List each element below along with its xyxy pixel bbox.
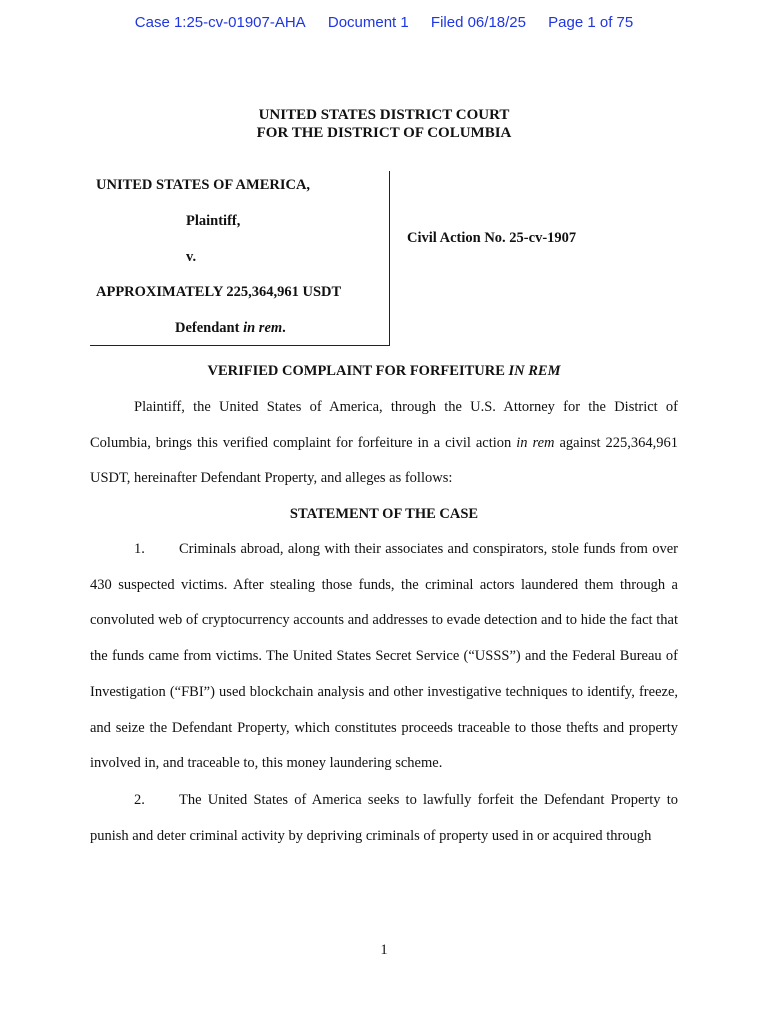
intro-text-2: against 225,364,961 USDT, hereinafter Defendant Property, and alleges as follows: xyxy=(90,434,679,487)
paragraph-number: 2. xyxy=(134,792,145,808)
defendant-label-italic: in rem xyxy=(243,320,283,336)
defendant-label xyxy=(175,320,286,337)
filing-header xyxy=(0,14,768,31)
paragraph-text: The United States of America seeks to lawfully forfeit the Defendant Property to punish and deter criminal activity by depriving criminals of property used in or acquired through xyxy=(90,792,678,844)
intro-paragraph xyxy=(90,390,678,497)
paragraph-number: 1. xyxy=(134,541,145,557)
document-title-text: VERIFIED COMPLAINT FOR FORFEITURE xyxy=(207,363,509,379)
court-line-2: FOR THE DISTRICT OF COLUMBIA xyxy=(256,125,512,141)
numbered-paragraph xyxy=(90,783,678,854)
case-caption-parties xyxy=(90,171,390,346)
court-line-1: UNITED STATES DISTRICT COURT xyxy=(258,107,510,123)
section-heading: STATEMENT OF THE CASE xyxy=(289,506,479,522)
plaintiff-label: Plaintiff, xyxy=(186,213,241,229)
paragraph-text: Criminals abroad, along with their associates and conspirators, stole funds from over 430 suspected victims. After stealing those funds, the criminal actors laundered them through a convoluted web of cryptocurrency accounts and addresses to evade detection and to hide the fact that the funds came from victims. The United States Secret Service (“USSS”) and the Federal Bureau of Investigation (“FBI”) used blockchain analysis and other investigative techniques to identify, freeze, and seize the Defendant Property, which constitutes proceeds traceable to those thefts and property involved in, and traceable to, this money laundering scheme. xyxy=(90,541,678,772)
defendant-label-end: . xyxy=(282,320,286,336)
versus: v. xyxy=(186,249,197,265)
numbered-paragraph xyxy=(90,532,678,782)
filed-date: Filed 06/18/25 xyxy=(430,14,526,31)
civil-action-number: Civil Action No. 25-cv-1907 xyxy=(407,230,577,246)
plaintiff-name: UNITED STATES OF AMERICA, xyxy=(96,177,311,193)
document-title-italic: IN REM xyxy=(508,363,561,379)
intro-italic: in rem xyxy=(516,434,555,451)
page-number: 1 xyxy=(380,942,388,958)
defendant-label-text: Defendant xyxy=(175,320,240,336)
case-number: Case 1:25-cv-01907-AHA xyxy=(134,14,306,31)
court-name xyxy=(0,106,768,142)
defendant-name: APPROXIMATELY 225,364,961 USDT xyxy=(96,284,342,300)
page-count: Page 1 of 75 xyxy=(548,14,634,31)
intro-text-1: Plaintiff, the United States of America, through the U.S. Attorney for the District of Columbia, brings this verified complaint for forfeiture in a civil action xyxy=(90,399,678,451)
document-title xyxy=(0,363,768,380)
document-number: Document 1 xyxy=(327,14,409,31)
